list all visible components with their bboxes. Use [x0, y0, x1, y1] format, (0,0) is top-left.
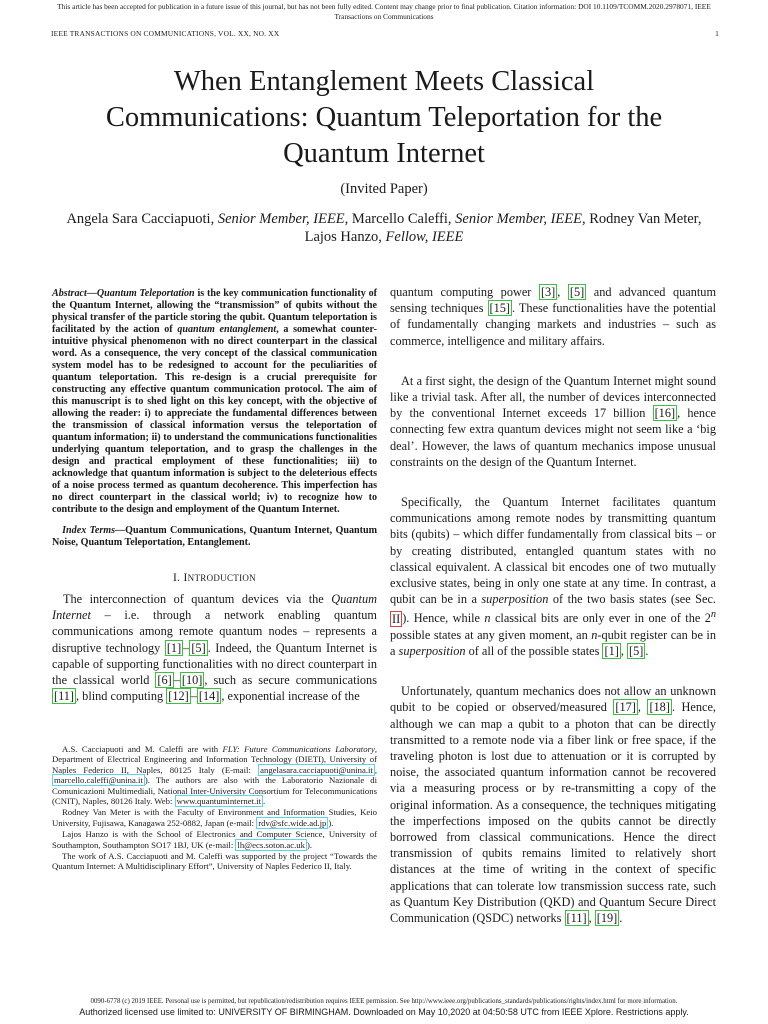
r3-text-c: ). Hence, while	[402, 611, 485, 626]
right-paragraph-1	[390, 284, 716, 349]
r3-emphasis-1: superposition	[481, 592, 549, 607]
footnote-affiliation-3	[52, 829, 377, 850]
author-1: Angela Sara Cacciapuoti,	[66, 211, 215, 227]
right-paragraph-3	[390, 494, 716, 659]
citation-link[interactable]: [14]	[198, 689, 220, 704]
citation-link[interactable]: [19]	[596, 911, 618, 925]
footnote-1-text-b: , Department of Electrical Engineering and Information Technology (DIETI), University of Naples Federico II, Naples, 80125 Italy (E-mail:	[52, 744, 377, 775]
abstract-emphasis-2: quantum entanglement	[177, 324, 277, 335]
citation-link[interactable]: [1]	[604, 643, 619, 658]
r3-text-g: of all of the possible states	[465, 643, 603, 658]
footnote-2-text-a: Rodney Van Meter is with the Faculty of Environment and Information Studies, Keio University, Fujisawa, Kanagawa 252-0882, Japan (e-mail:	[52, 807, 377, 828]
acceptance-notice-line1: This article has been accepted for publication in a future issue of this journal, but has not been fully edited. Content may change prior to final publication. Citation information: DOI 10.1109/TCOMM.2020.2978071, IEEE	[57, 2, 711, 11]
footnote-2-text-b: ).	[328, 817, 334, 828]
abstract	[52, 288, 377, 516]
author-4-role: Fellow, IEEE	[385, 229, 464, 245]
citation-link[interactable]: [18]	[649, 700, 670, 715]
footnotes	[52, 744, 377, 873]
author-2-role: Senior Member, IEEE	[455, 211, 582, 227]
citation-link[interactable]: [11]	[54, 689, 75, 704]
acceptance-notice	[6, 2, 762, 22]
r3-text-b: of the two basis states (see Sec.	[548, 592, 716, 607]
title-line-3: Quantum Internet	[283, 138, 485, 169]
r1-text-b: ,	[557, 285, 568, 299]
footnote-3-text-a: Lajos Hanzo is with the School of Electronics and Computer Science, University of Southampton, Southampton SO17 1BJ, UK (e-mail:	[52, 829, 377, 850]
citation-link[interactable]: [10]	[181, 673, 203, 688]
footnote-1-text-e: .	[262, 796, 266, 807]
citation-link[interactable]: [11]	[566, 911, 587, 925]
r3-text-d: classical bits are only ever in one of the 2	[490, 611, 711, 626]
index-terms	[52, 525, 377, 549]
author-3: , Rodney Van Meter,	[581, 211, 702, 227]
r3-text-a: Specifically, the Quantum Internet facilitates quantum communications among remote nodes by transmitting quantum bits (qubits) – which differ fundamentally from classical bits – or by creating distributed, entangled quantum states with no classical equivalent. A classical bit encodes one of two mutually exclusive states, being in only one state at any time. In contrast, a qubit can be in a	[390, 495, 716, 607]
author-4: Lajos Hanzo,	[304, 229, 382, 245]
r2-text-a: At a first sight, the design of the Quantum Internet might sound like a trivial task. After all, the number of devices interconnected by the conventional Internet exceeds 17 billion	[390, 373, 716, 421]
citation-link[interactable]: [16]	[654, 406, 676, 421]
citation-link[interactable]: [17]	[615, 700, 636, 715]
license-notice: Authorized licensed use limited to: UNIVERSITY OF BIRMINGHAM. Downloaded on May 10,2020 at 04:50:58 UTC from IEEE Xplore. Restrictions apply.	[79, 1007, 689, 1017]
author-list	[40, 210, 728, 246]
abstract-dash: —	[86, 288, 97, 299]
index-terms-text: Quantum Communications, Quantum Internet, Quantum Noise, Quantum Teleportation, Entanglement.	[52, 525, 377, 548]
r4-text-e: .	[619, 911, 623, 925]
footnote-1-text-a: A.S. Cacciapuoti and M. Caleffi are with	[62, 744, 223, 754]
section-heading-introduction	[52, 572, 377, 584]
author-1-role: Senior Member, IEEE	[217, 211, 345, 227]
index-terms-label: Index Terms	[62, 525, 116, 536]
citation-link[interactable]: [12]	[168, 689, 189, 704]
footnote-affiliation-2	[52, 807, 377, 828]
copyright-notice: 0090-6778 (c) 2019 IEEE. Personal use is permitted, but republication/redistribution requires IEEE permission. See http://www.ieee.org/publications_standards/publications/rights/index.html for more information.	[90, 998, 678, 1005]
section-title-rest: NTRODUCTION	[187, 573, 256, 583]
citation-link[interactable]: [1]	[166, 640, 182, 655]
intro-paragraph	[52, 591, 377, 704]
r1-text-a: quantum computing power	[390, 285, 539, 299]
footnote-affiliation-1	[52, 744, 377, 806]
r4-text-b: ,	[637, 700, 648, 715]
email-link[interactable]: rdv@sfc.wide.ad.jp	[258, 817, 327, 828]
running-head	[51, 29, 719, 38]
citation-link[interactable]: [15]	[489, 301, 511, 316]
intro-text-c: . Indeed, the Quantum Internet is capable of supporting functionalities with no direct counterpart in the classical world	[52, 640, 377, 688]
section-title-initial: I	[183, 572, 188, 584]
intro-text-b: – i.e. through a network enabling quantum communications among remote quantum nodes – represents a disruptive technology	[52, 608, 377, 655]
right-paragraph-2	[390, 373, 716, 470]
footnote-3-text-b: ).	[307, 839, 313, 850]
email-link[interactable]: marcello.caleffi@unina.it	[54, 775, 143, 786]
r3-text-h: ,	[620, 643, 627, 658]
r4-text-d: ,	[588, 911, 595, 925]
invited-paper-label: (Invited Paper)	[340, 181, 428, 197]
math-n: n	[484, 611, 491, 626]
intro-text-f: , exponential increase of the	[221, 689, 360, 704]
intro-dash-3: –	[190, 689, 197, 704]
r4-text-c: . Hence, although we can map a qubit to a photon that can be directly transmitted to a remote node via a fiber link or free space, if the traveling photon is lost due to attenuation or it is corrupted by noise, the associated quantum information cannot be recovered via a measuring process or by re-transmitting a copy of the original information. As a consequence, the techniques mitigating the imperfections imposed on the qubits cannot be directly borrowed from classical communications. Hence the direct transmission of qubits remains limited to relatively short distances at the time of writing in the context of specific applications that can tolerate low transmission success rate, such as Quantum Key Distribution (QKD) and Quantum Secure Direct Communication (QSDC) networks	[390, 700, 716, 925]
citation-link[interactable]: [5]	[191, 640, 206, 655]
author-2: , Marcello Caleffi,	[344, 211, 452, 227]
footnote-1-emphasis: FLY: Future Communications Laboratory	[222, 744, 375, 754]
footnote-1-text-d: ). The authors are also with the Laboratorio Nazionale di Comunicazioni Multimediali, National Inter-University Consortium for Telecommunications (CNIT), Naples, 80126 Italy. Web:	[52, 775, 377, 807]
abstract-text-2: , a somewhat counter-intuitive physical phenomenon with no direct counterpart in the classical word. As a consequence, the very concept of the classical communication system model has to be redesigned to account for the peculiarities of quantum teleportation. This re-design is a crucial prerequisite for constructing any effective quantum communication protocol. The aim of this manuscript is to shed light on this key concept, with the objective of allowing the reader: i) to appreciate the fundamental differences between the transmission of classical information versus the teleportation of quantum information; ii) to understand the communications functionalities underlying quantum teleportation, and to grasp the challenges in the design and practical employment of these functionalities; iii) to acknowledge that quantum information is subject to the deleterious effects of a noise process termed as quantum decoherence. This imperfection has no direct counterpart in the classical world; iv) to recognize how to contribute to the design and employment of the Quantum Internet.	[52, 324, 377, 515]
r3-text-f: -qubit register can be in a	[390, 627, 716, 658]
abstract-text-1: is the key communication functionality of the Quantum Internet, allowing the “transmission” of qubits without the physical transfer of the particle storing the qubit. Quantum teleportation is facilitated by the action of	[52, 288, 377, 335]
r4-text-a: Unfortunately, quantum mechanics does not allow an unknown qubit to be copied or observed/measured	[390, 684, 716, 715]
section-reference-link[interactable]: II	[392, 611, 401, 626]
math-n: n	[591, 627, 598, 642]
running-head-text: IEEE TRANSACTIONS ON COMMUNICATIONS, VOL. XX, NO. XX	[51, 29, 280, 38]
intro-text-d: , such as secure communications	[204, 673, 377, 688]
page-number: 1	[715, 29, 719, 38]
citation-link[interactable]: [3]	[540, 285, 556, 299]
intro-text-a: The interconnection of quantum devices via the	[63, 592, 332, 606]
intro-text-e: , blind computing	[76, 689, 167, 704]
citation-link[interactable]: [6]	[157, 673, 172, 688]
right-paragraph-4	[390, 683, 716, 926]
intro-dash-1: –	[183, 640, 190, 655]
index-terms-dash: —	[115, 525, 126, 536]
email-link[interactable]: angelasara.cacciapuoti@unina.it	[260, 764, 373, 775]
email-link[interactable]: lh@ecs.soton.ac.uk	[237, 839, 305, 850]
section-number: I.	[173, 572, 181, 584]
acceptance-notice-line2: Transactions on Communications	[334, 12, 434, 21]
r3-text-e: possible states at any given moment, an	[390, 627, 592, 642]
citation-link[interactable]: [5]	[569, 285, 585, 299]
abstract-emphasis-1: Quantum Teleportation	[96, 288, 195, 299]
math-n-superscript: n	[710, 609, 716, 621]
r1-text-d: . These functionalities have the potential of fundamentally changing markets and industries – such as commerce, intelligence and military affairs.	[390, 301, 716, 348]
r1-text-c: and advanced quantum sensing techniques	[390, 285, 717, 316]
footnote-funding: The work of A.S. Cacciapuoti and M. Caleffi was supported by the project “Towards the Quantum Internet: A Multidisciplinary Effort”, University of Naples Federico II, Italy.	[52, 851, 377, 872]
paper-title	[40, 64, 728, 172]
right-column	[390, 284, 716, 950]
intro-emphasis: Quantum Internet	[52, 592, 377, 623]
footnote-1-text-c: ,	[374, 764, 377, 775]
r3-emphasis-2: superposition	[398, 643, 466, 658]
r2-text-b: , hence connecting few extra quantum devices might not seem like a ‘big deal’. However, the laws of quantum mechanics impose unusual constraints on the design of the Quantum Internet.	[390, 406, 716, 469]
r3-text-i: .	[645, 643, 649, 658]
intro-dash-2: –	[173, 673, 180, 688]
citation-link[interactable]: [5]	[628, 643, 644, 658]
web-link[interactable]: www.quantuminternet.it	[176, 796, 261, 807]
abstract-label: Abstract	[52, 288, 87, 299]
left-column	[52, 288, 377, 704]
title-line-2: Communications: Quantum Teleportation for the	[105, 102, 663, 133]
title-line-1: When Entanglement Meets Classical	[173, 66, 595, 97]
